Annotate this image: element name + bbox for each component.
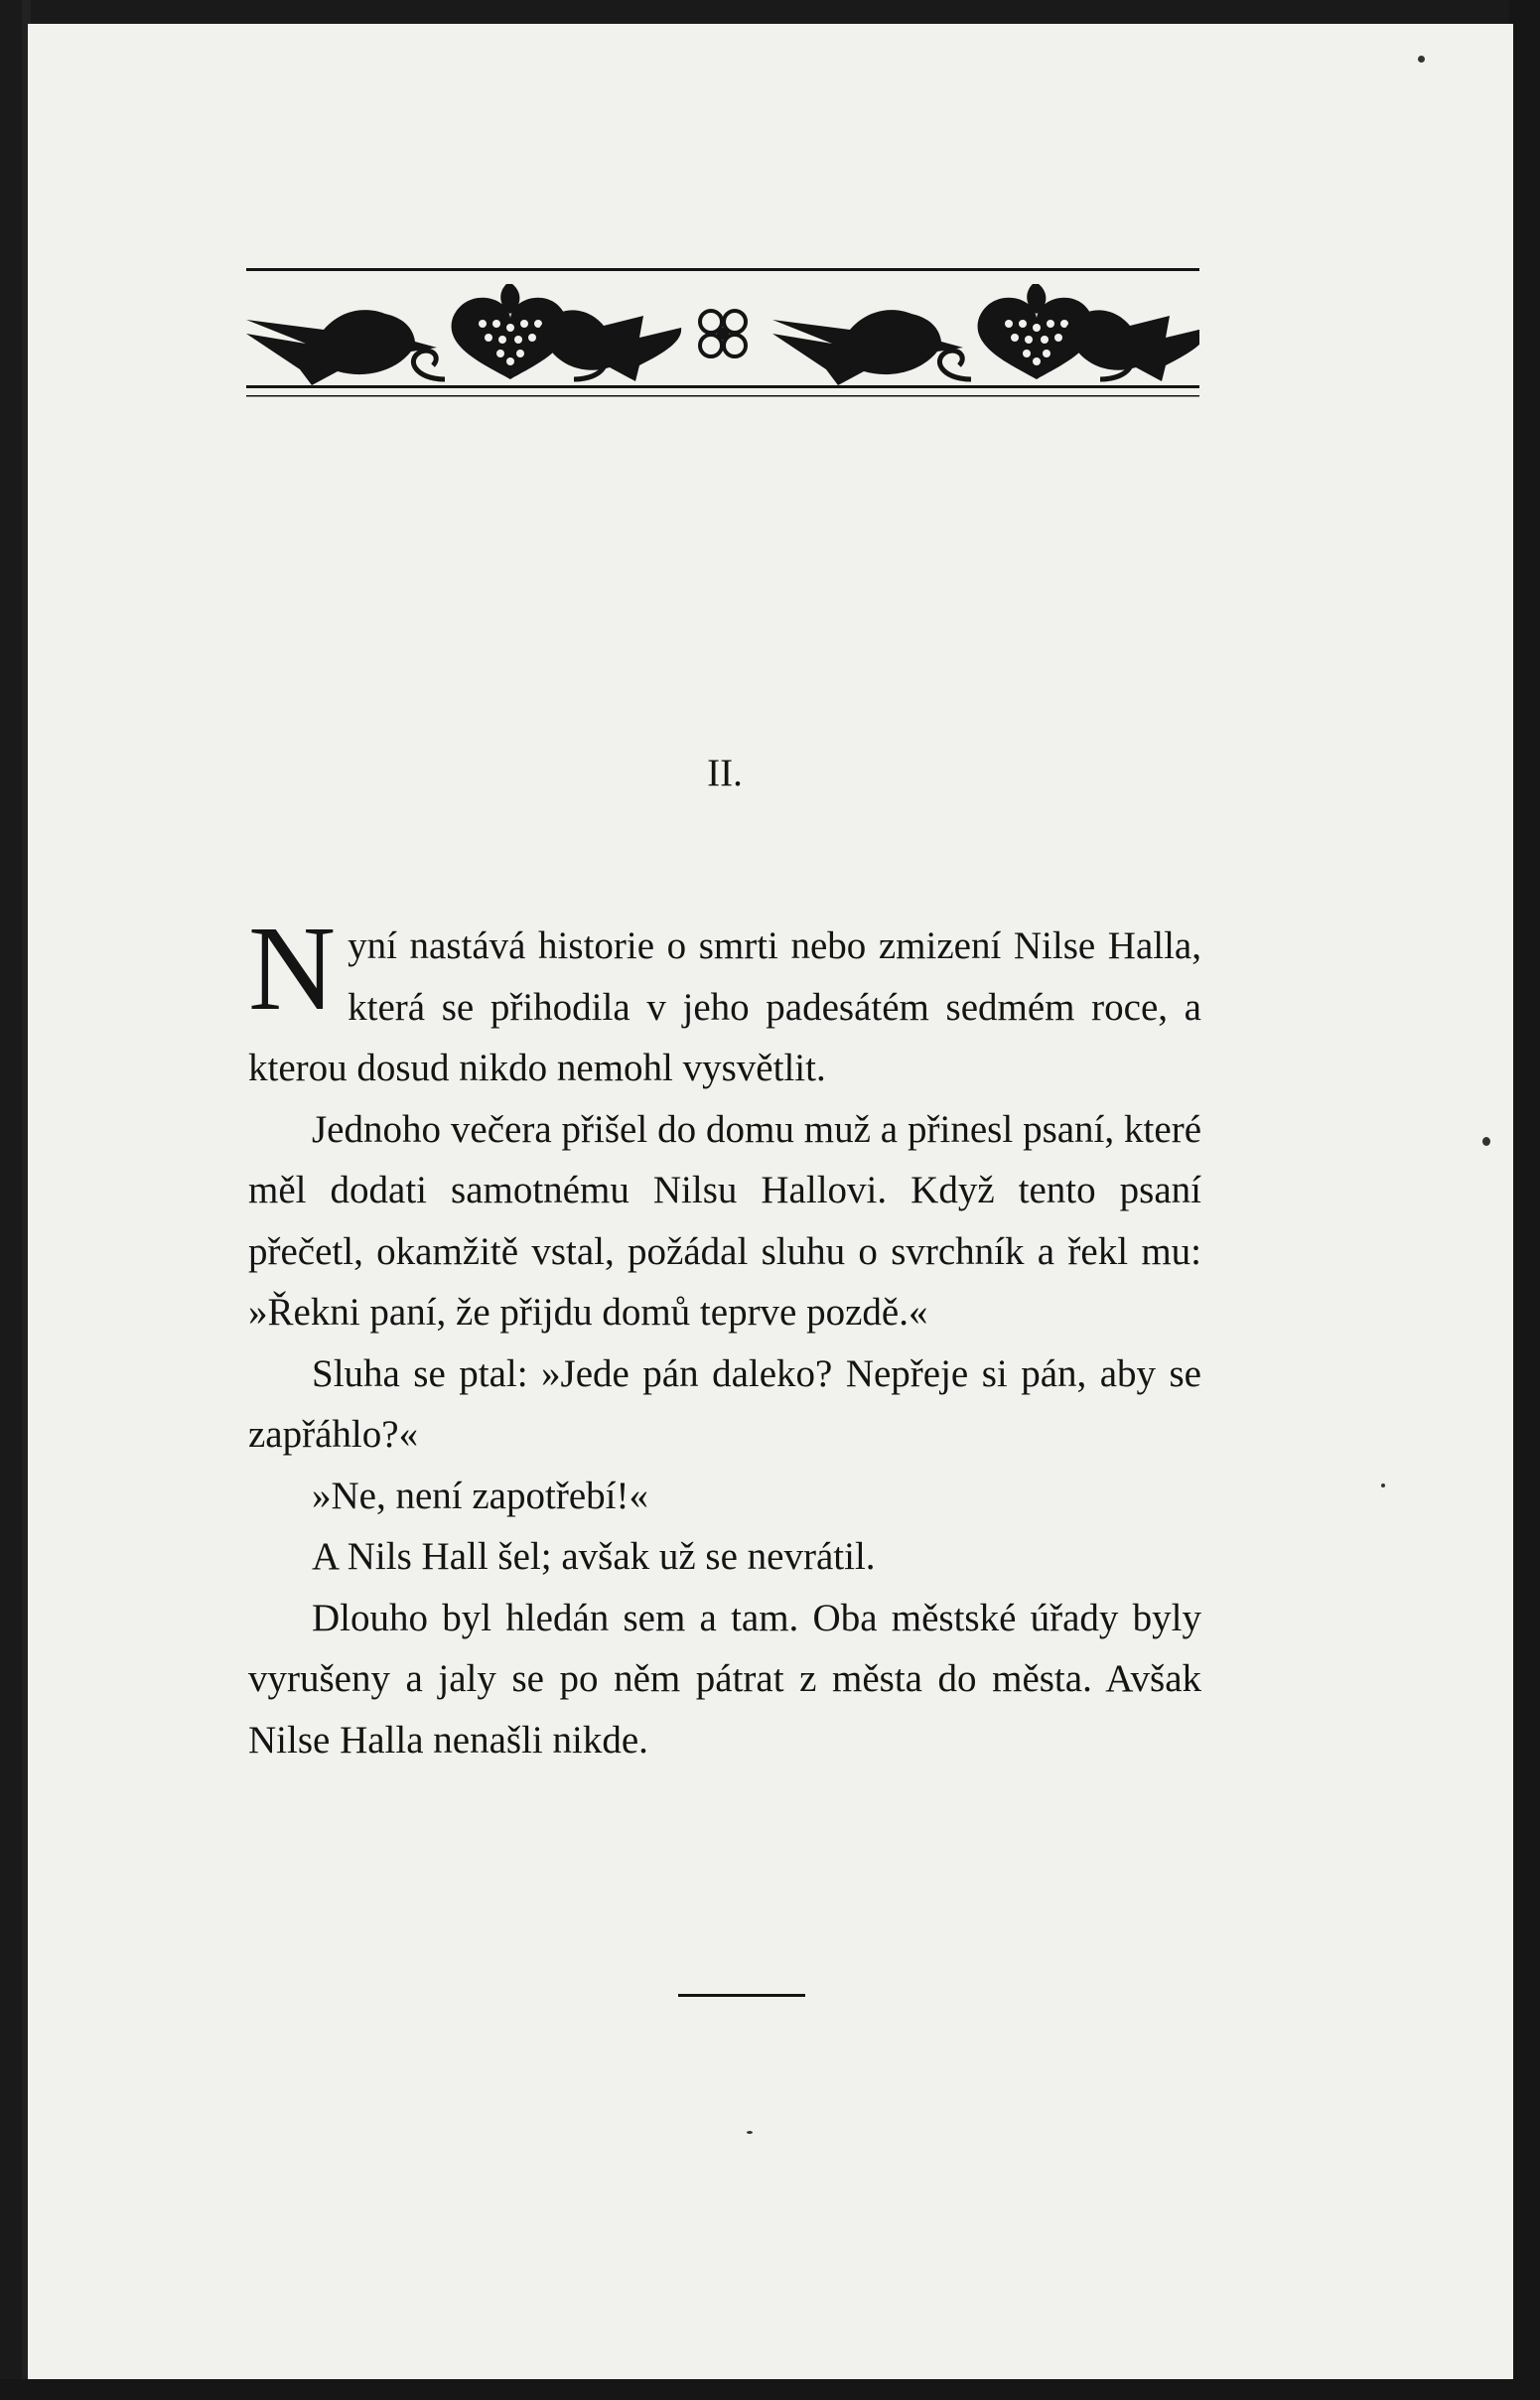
- paragraph-5: A Nils Hall šel; avšak už se nevrátil.: [312, 1535, 876, 1578]
- body-text: [248, 902, 1201, 1770]
- rosette-icon: [700, 311, 746, 356]
- headpiece-ornament: [246, 268, 1199, 405]
- scan-border-bottom: [0, 2379, 1540, 2400]
- drop-cap: N: [248, 902, 337, 1036]
- paragraph-3: Sluha se ptal: »Jede pán daleko? Nepřeje si pán, aby se zapřáhlo?«: [248, 1351, 1201, 1456]
- bird-left-icon: [246, 310, 437, 385]
- paragraph-text: yní nastává historie o smrti nebo zmizení Nilse Halla, která se přihodila v jeho padesátém sedmém roce, a kterou dosud nikdo nemohl vysvětlit.: [248, 924, 1201, 1089]
- bird-pair-ornament: [246, 284, 681, 385]
- swirl-left-icon: [413, 351, 445, 379]
- bird-pair-ornament-right: [772, 284, 1199, 385]
- paragraph-1: [248, 902, 1201, 1099]
- scan-speck: [747, 2131, 753, 2134]
- chapter-number: II.: [707, 752, 743, 794]
- closing-rule: [678, 1994, 805, 1997]
- scan-speck: [1381, 1483, 1385, 1487]
- scan-speck: [1482, 1137, 1490, 1146]
- bird-right-icon: [538, 310, 681, 381]
- paragraph-6: Dlouho byl hledán sem a tam. Oba městské úřady byly vyrušeny a jaly se po něm pátrat z města do města. Avšak Nilse Halla nenašli nikde.: [248, 1596, 1201, 1762]
- scan-border-right: [1509, 0, 1540, 2400]
- paragraph-4: »Ne, není zapotřebí!«: [312, 1474, 648, 1517]
- paragraph-2: Jednoho večera přišel do domu muž a přinesl psaní, které měl dodati samotnému Nilsu Hallovi. Když tento psaní přečetl, okamžitě vstal, požádal sluhu o svrchník a řekl mu: »Řekni paní, že přijdu domů teprve pozdě.«: [248, 1107, 1201, 1334]
- scan-speck: [1418, 56, 1425, 63]
